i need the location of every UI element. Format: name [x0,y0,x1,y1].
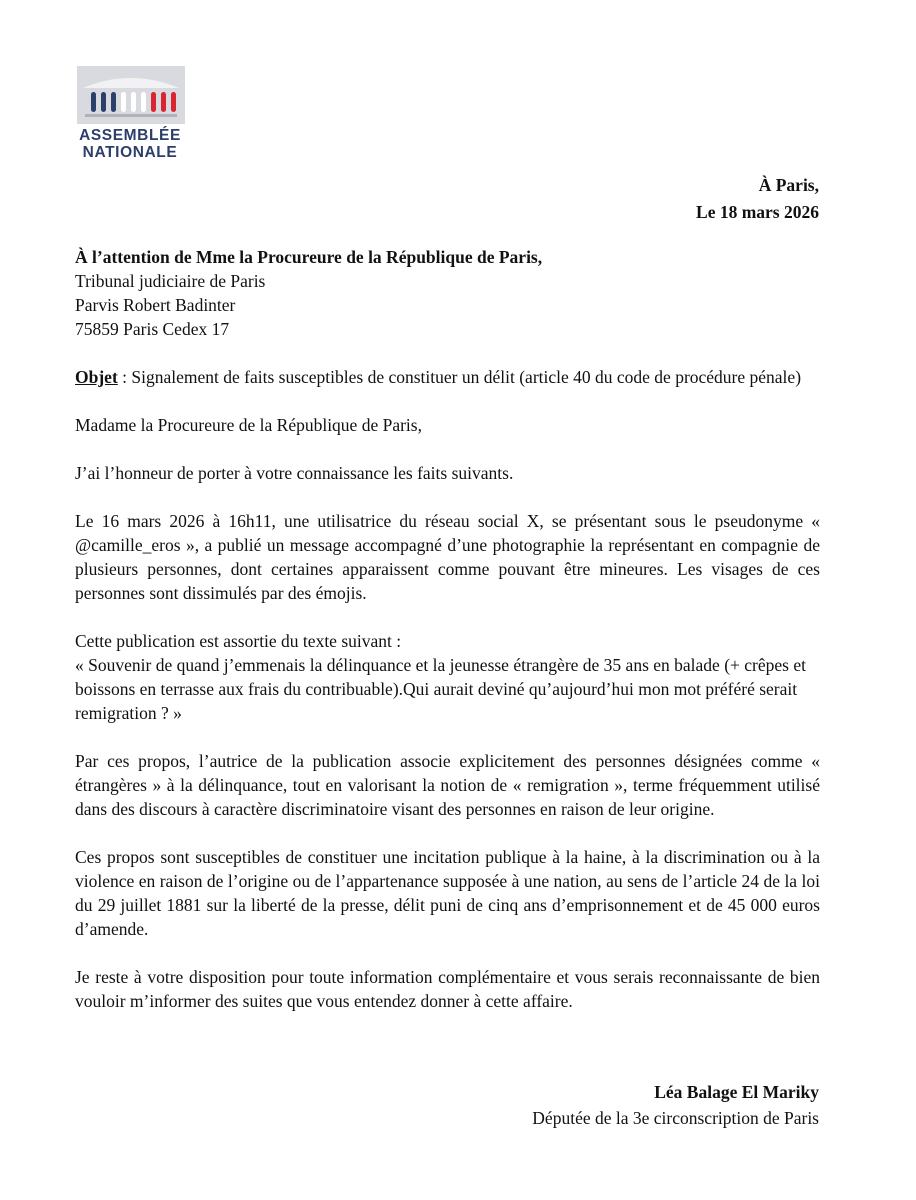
recipient-city: 75859 Paris Cedex 17 [75,319,230,339]
quoted-text: « Souvenir de quand j’emmenais la délinquance et la jeunesse étrangère de 35 ans en balade (+ crêpes et boissons en terrasse aux frais du contribuable).Qui aurait deviné qu’aujourd’hui mon mot préféré serait remigration ? » [75,655,806,723]
subject-text: : Signalement de faits susceptibles de constituer un délit (article 40 du code de procédure pénale) [117,367,802,387]
logo-line-2: NATIONALE [82,144,178,161]
subject-label: Objet [75,367,118,387]
salutation: Madame la Procureure de la République de Paris, [75,415,422,435]
intro-paragraph: J’ai l’honneur de porter à votre connaissance les faits suivants. [75,463,514,483]
closing-paragraph: Je reste à votre disposition pour toute information complémentaire et vous serais reconnaissante de bien vouloir m’informer des suites que vous entendez donner à cette affaire. [75,967,820,1011]
assemblee-nationale-logo [74,66,186,161]
quote-paragraph [75,629,820,725]
place-date-block [696,172,819,226]
signatory-name: Léa Balage El Mariky [654,1082,819,1102]
analysis-paragraph: Par ces propos, l’autrice de la publication associe explicitement des personnes désignées comme « étrangères » à la délinquance, tout en valorisant la notion de « remigration », terme fréquemment utilisé dans des discours à caractère discriminatoire visant des personnes en raison de leur origine. [75,751,820,819]
signatory-title: Députée de la 3e circonscription de Paris [532,1108,819,1128]
signature-block [532,1079,819,1131]
date: Le 18 mars 2026 [696,202,819,222]
logo-wordmark [74,127,186,161]
place: À Paris, [758,175,819,195]
recipient-block [75,245,820,341]
recipient-street: Parvis Robert Badinter [75,295,236,315]
legal-paragraph: Ces propos sont susceptibles de constituer une incitation publique à la haine, à la discrimination ou à la violence en raison de l’origine ou de l’appartenance supposée à une nation, au sens de l’article 24 de la loi du 29 juillet 1881 sur la liberté de la presse, délit puni de cinq ans d’emprisonnement et de 45 000 euros d’amende. [75,847,820,939]
facts-paragraph: Le 16 mars 2026 à 16h11, une utilisatrice du réseau social X, se présentant sous le pseudonyme « @camille_eros », a publié un message accompagné d’une photographie la représentant en compagnie de plusieurs personnes, dont certaines apparaissent comme pouvant être mineures. Les visages de ces personnes sont dissimulés par des émojis. [75,511,820,603]
hemicycle-emblem-icon [77,66,185,124]
subject-line [75,365,820,389]
letter-body [75,245,820,1037]
logo-line-1: ASSEMBLÉE [79,127,181,144]
recipient-court: Tribunal judiciaire de Paris [75,271,266,291]
recipient-title: À l’attention de Mme la Procureure de la République de Paris, [75,247,543,267]
quote-intro: Cette publication est assortie du texte suivant : [75,631,402,651]
